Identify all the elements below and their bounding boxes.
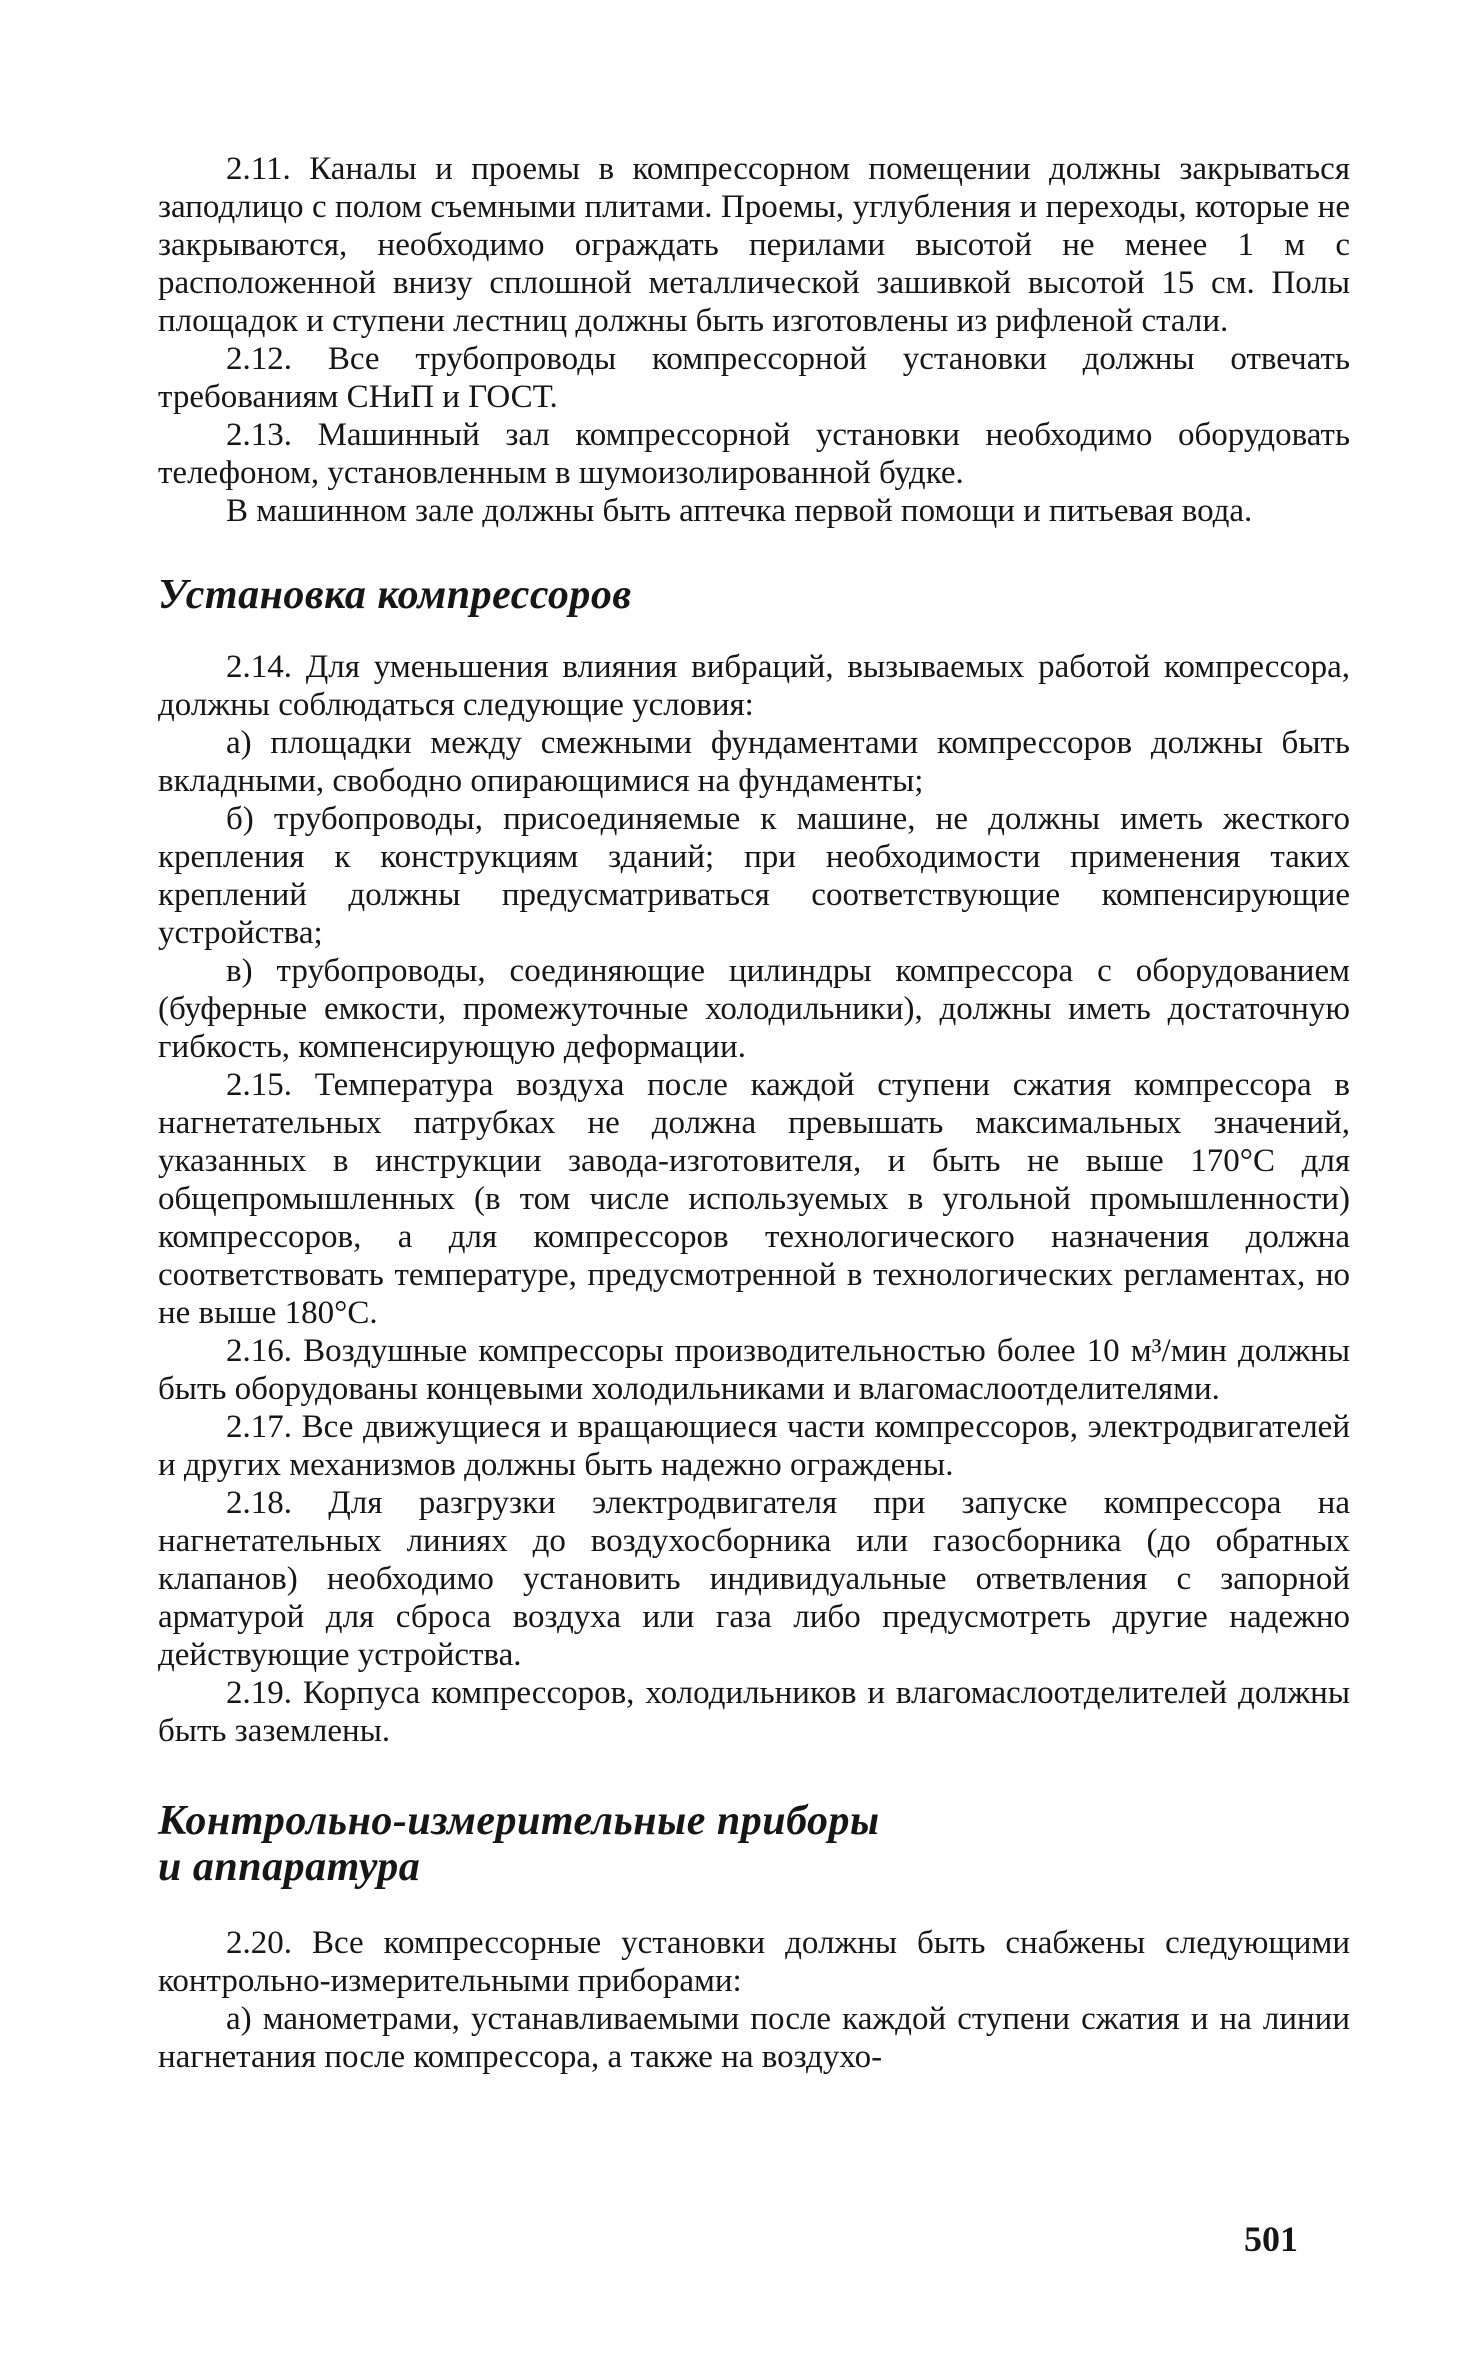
- paragraph-2-17: 2.17. Все движущиеся и вращающиеся части компрессоров, электродвигателей и других механизмов должны быть надежно ограждены.: [158, 1409, 1350, 1483]
- paragraph-2-19: 2.19. Корпуса компрессоров, холодильников и влагомаслоотделителей должны быть заземлены.: [158, 1675, 1350, 1749]
- paragraph-2-13: 2.13. Машинный зал компрессорной установки необходимо оборудовать телефоном, установленным в шумоизолированной будке.: [158, 417, 1350, 491]
- paragraph-2-14-a: а) площадки между смежными фундаментами компрессоров должны быть вкладными, свободно опирающимися на фундаменты;: [158, 725, 1350, 799]
- section-heading-compressor-installation: Установка компрессоров: [158, 572, 632, 618]
- paragraph-2-15: 2.15. Температура воздуха после каждой ступени сжатия компрессора в нагнетательных патрубках не должна превышать максимальных значений, указанных в инструкции завода-изготовителя, и быть не выше 170°С для общепромышленных (в том числе используемых в угольной промышленности) компрессоров, а для компрессоров технологического назначения должна соответствовать температуре, предусмотренной в технологических регламентах, но не выше 180°С.: [158, 1067, 1350, 1331]
- paragraph-2-16: 2.16. Воздушные компрессоры производительностью более 10 м³/мин должны быть оборудованы концевыми холодильниками и влагомаслоотделителями.: [158, 1333, 1350, 1407]
- section-heading-instruments-line1: Контрольно-измерительные приборы: [158, 1798, 880, 1844]
- paragraph-2-20: 2.20. Все компрессорные установки должны быть снабжены следующими контрольно-измерительными приборами:: [158, 1925, 1350, 1999]
- page-body: [158, 150, 1350, 2076]
- page-number: 501: [1244, 2219, 1298, 2259]
- paragraph-2-18: 2.18. Для разгрузки электродвигателя при запуске компрессора на нагнетательных линиях до воздухосборника или газосборника (до обратных клапанов) необходимо установить индивидуальные ответвления с запорной арматурой для сброса воздуха или газа либо предусмотреть другие надежно действующие устройства.: [158, 1485, 1350, 1673]
- section-heading-instruments-line2: и аппаратура: [158, 1844, 421, 1890]
- paragraph-2-13-continued: В машинном зале должны быть аптечка первой помощи и питьевая вода.: [226, 493, 1253, 529]
- paragraph-2-12: 2.12. Все трубопроводы компрессорной установки должны отвечать требованиям СНиП и ГОСТ.: [158, 341, 1350, 415]
- paragraph-2-14-c: в) трубопроводы, соединяющие цилиндры компрессора с оборудованием (буферные емкости, промежуточные холодильники), должны иметь достаточную гибкость, компенсирующую деформации.: [158, 953, 1350, 1065]
- section-heading-instruments: [158, 1798, 1350, 1890]
- paragraph-2-20-a: а) манометрами, устанавливаемыми после каждой ступени сжатия и на линии нагнетания после компрессора, а также на воздухо-: [158, 2001, 1350, 2075]
- paragraph-2-11: 2.11. Каналы и проемы в компрессорном помещении должны закрываться заподлицо с полом съемными плитами. Проемы, углубления и переходы, которые не закрываются, необходимо ограждать перилами высотой не менее 1 м с расположенной внизу сплошной металлической зашивкой высотой 15 см. Полы площадок и ступени лестниц должны быть изготовлены из рифленой стали.: [158, 151, 1350, 339]
- paragraph-2-14-b: б) трубопроводы, присоединяемые к машине, не должны иметь жесткого крепления к конструкциям зданий; при необходимости применения таких креплений должны предусматриваться соответствующие компенсирующие устройства;: [158, 801, 1350, 951]
- paragraph-2-14: 2.14. Для уменьшения влияния вибраций, вызываемых работой компрессора, должны соблюдаться следующие условия:: [158, 649, 1350, 723]
